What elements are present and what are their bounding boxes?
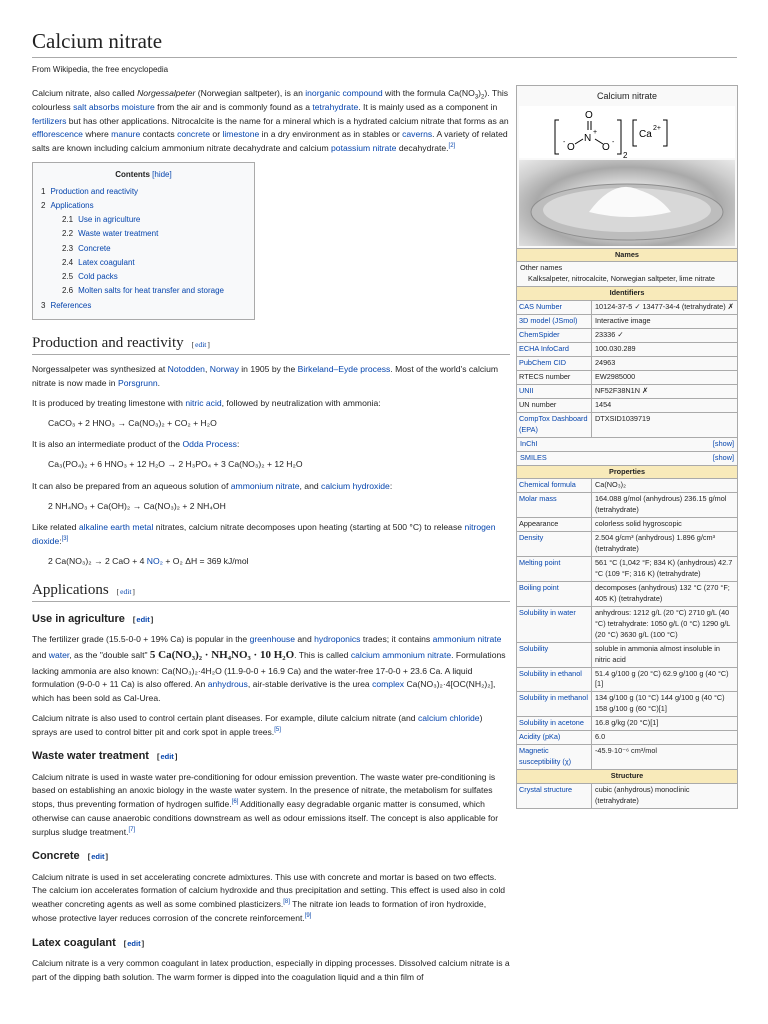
link-ammonium-nitrate[interactable]: ammonium nitrate bbox=[432, 634, 502, 645]
reference-link[interactable]: [8] bbox=[283, 899, 290, 906]
infobox-row bbox=[517, 328, 737, 342]
svg-text:Ca: Ca bbox=[639, 128, 652, 140]
paragraph: Calcium nitrate is also used to control certain plant diseases. For example, dilute calcium nitrate (and calcium chloride) sprays are used to control bitter pit and cork spot in apple trees.[5] bbox=[32, 712, 483, 737]
infobox-row bbox=[517, 478, 737, 492]
subsection-heading-waste-water: Waste water treatment [edit] bbox=[32, 750, 178, 763]
infobox-value: 23336 ✓ bbox=[595, 330, 624, 340]
infobox-inchi-row: InChI [show] bbox=[517, 437, 737, 451]
toc-item[interactable] bbox=[41, 299, 246, 313]
edit-section-link[interactable]: [edit] bbox=[132, 615, 154, 624]
link-calcium-hydroxide[interactable]: calcium hydroxide bbox=[321, 480, 390, 491]
toc-number: 2 bbox=[41, 200, 46, 210]
infobox-value: colorless solid hygroscopic bbox=[595, 519, 682, 529]
toc-item[interactable] bbox=[41, 242, 246, 256]
toc-number: 2.3 bbox=[62, 243, 74, 253]
toc-number: 3 bbox=[41, 300, 46, 310]
infobox-value: 2.504 g/cm³ (anhydrous) 1.896 g/cm³ (tetrahydrate) bbox=[595, 533, 716, 554]
table-of-contents bbox=[32, 162, 255, 320]
infobox-value: 1454 bbox=[595, 399, 612, 409]
infobox-key[interactable]: Solubility in acetone bbox=[517, 717, 592, 730]
subsection-heading-concrete: Concrete [edit] bbox=[32, 850, 109, 863]
toc-label[interactable]: Cold packs bbox=[78, 272, 118, 282]
link-birkeland-eyde[interactable]: Birkeland–Eyde process bbox=[297, 364, 391, 375]
reference-link[interactable]: [3] bbox=[61, 536, 69, 543]
paragraph: Calcium nitrate is a very common coagulant in latex production, especially in dipping processes. Dissolved calcium nitrate is a part of the dipping bath solution. The warm former is dipped into the coagulation liquid and a thin film of bbox=[32, 958, 510, 982]
toc-item[interactable] bbox=[41, 227, 246, 241]
infobox-row bbox=[517, 581, 737, 606]
link-calcium-chloride[interactable]: calcium chloride bbox=[417, 712, 480, 723]
white-powder-image bbox=[519, 160, 735, 246]
edit-section-link[interactable]: [edit] bbox=[123, 938, 145, 948]
infobox-row bbox=[517, 691, 737, 716]
structure-diagram bbox=[519, 106, 735, 158]
infobox-row bbox=[517, 531, 737, 556]
link-calcium-ammonium-nitrate[interactable]: calcium ammonium nitrate bbox=[350, 650, 452, 661]
infobox-key: RTECS number bbox=[517, 371, 592, 384]
link-efflorescence[interactable]: efflorescence bbox=[32, 129, 83, 140]
toc-number: 2.5 bbox=[62, 272, 74, 282]
paragraph: It is produced by treating limestone with nitric acid, followed by neutralization with ammonia: bbox=[32, 397, 381, 408]
infobox-structure-header: Structure bbox=[517, 769, 737, 783]
infobox-value: Interactive image bbox=[595, 316, 651, 326]
infobox-row bbox=[517, 314, 737, 328]
infobox-row bbox=[517, 517, 737, 531]
toc-label[interactable]: Use in agriculture bbox=[78, 215, 141, 225]
link-anhydrous[interactable]: anhydrous bbox=[207, 679, 248, 690]
svg-text:2+: 2+ bbox=[653, 124, 661, 132]
svg-text:N: N bbox=[584, 132, 592, 144]
infobox-value: -45.9·10⁻⁶ cm³/mol bbox=[595, 746, 658, 756]
toc-item[interactable] bbox=[41, 256, 246, 270]
infobox-value: 6.0 bbox=[595, 732, 606, 742]
link-tetrahydrate[interactable]: tetrahydrate bbox=[312, 101, 359, 112]
toc-title: Contents [hide] bbox=[115, 169, 172, 179]
infobox-key[interactable]: Melting point bbox=[517, 557, 592, 581]
infobox-key[interactable]: Chemical formula bbox=[517, 479, 592, 492]
infobox-row bbox=[517, 398, 737, 412]
link-potassium-nitrate[interactable]: potassium nitrate bbox=[331, 143, 397, 154]
toc-label[interactable]: Latex coagulant bbox=[78, 257, 135, 267]
structural-formula-image bbox=[519, 106, 733, 158]
link-norway[interactable]: Norway bbox=[209, 364, 239, 375]
paragraph: Calcium nitrate is used in waste water pre-conditioning for odour emission prevention. The waste water pre-conditioning is based on establishing an anoxic biology in the waste water system. In the presence of nitrate, the metabolism for sulfates stops, thus preventing formation of hydrogen sulfide.[6] Additionally easy degradable organic matter is consumed, which otherwise can cause anaerobic conditions downstream as well as odour emissions itself. The concept is also applicable for surplus sludge treatment.[7] bbox=[32, 771, 499, 837]
paragraph: It is also an intermediate product of the Odda Process: bbox=[32, 439, 240, 450]
link-salt[interactable]: salt bbox=[73, 101, 87, 112]
section-heading-applications: Applications [edit] bbox=[32, 581, 510, 603]
infobox-value: 164.088 g/mol (anhydrous) 236.15 g/mol (tetrahydrate) bbox=[595, 494, 727, 515]
infobox-row bbox=[517, 384, 737, 398]
infobox-value: 16.8 g/kg (20 °C)[1] bbox=[595, 718, 659, 728]
infobox-value: EW2985000 bbox=[595, 371, 636, 381]
toc-number: 2.4 bbox=[62, 257, 74, 267]
link-water[interactable]: water bbox=[48, 650, 70, 661]
infobox bbox=[516, 85, 738, 809]
infobox-row bbox=[517, 642, 737, 667]
svg-text:-: - bbox=[563, 138, 566, 146]
main-column bbox=[32, 87, 510, 984]
infobox-value: 134 g/100 g (10 °C) 144 g/100 g (40 °C) 158 g/100 g (60 °C)[1] bbox=[595, 693, 725, 714]
edit-section-link[interactable]: [edit] bbox=[156, 752, 178, 762]
infobox-key[interactable]: ECHA InfoCard bbox=[517, 343, 592, 356]
infobox-value: NF52F38N1N ✗ bbox=[595, 385, 649, 395]
link-nitrogen-dioxide[interactable]: nitrogen dioxide bbox=[32, 522, 496, 546]
infobox-row bbox=[517, 492, 737, 517]
infobox-row bbox=[517, 556, 737, 581]
infobox-key[interactable]: UNII bbox=[517, 385, 592, 398]
infobox-key[interactable]: Solubility bbox=[517, 643, 592, 667]
infobox-row bbox=[517, 606, 737, 642]
toc-item[interactable] bbox=[41, 185, 246, 199]
infobox-row bbox=[517, 667, 737, 692]
infobox-row bbox=[517, 342, 737, 356]
link-nitric-acid[interactable]: nitric acid bbox=[185, 397, 222, 408]
infobox-names-header: Names bbox=[517, 248, 737, 262]
link-manure[interactable]: manure bbox=[111, 129, 141, 140]
infobox-key[interactable]: 3D model (JSmol) bbox=[517, 315, 592, 328]
page-title: Calcium nitrate bbox=[32, 28, 737, 58]
toc-hide-link[interactable]: [hide] bbox=[152, 169, 172, 179]
toc-item[interactable] bbox=[41, 284, 246, 298]
svg-text:2: 2 bbox=[623, 150, 628, 158]
infobox-value: 561 °C (1,042 °F; 834 K) (anhydrous) 42.7 °C (109 °F; 316 K) (tetrahydrate) bbox=[595, 558, 733, 578]
infobox-key[interactable]: Solubility in ethanol bbox=[517, 668, 592, 692]
infobox-key: Appearance bbox=[517, 518, 592, 531]
intro-paragraph: Calcium nitrate, also called Norgessalpeter (Norwegian saltpeter), is an inorganic compound with the formula $Ca(NO_3)_2$). This colourless salt absorbs moisture from the air and is commonly found as a tetrahydrate. It is mainly used as a component in fertilizers but has other applications. Nitrocalcite is the name for a mineral which is a hydrated calcium nitrate that forms as an efflorescence where manure contacts concrete or limestone in a dry environment as in stables or caverns. A variety of related salts are known including calcium ammonium nitrate decahydrate and calcium potassium nitrate decahydrate.[2] bbox=[32, 88, 509, 154]
link-fertilizers[interactable]: fertilizers bbox=[32, 115, 67, 126]
paragraph: It can also be prepared from an aqueous solution of ammonium nitrate, and calcium hydroxide: bbox=[32, 480, 393, 491]
link-absorbs-moisture[interactable]: absorbs moisture bbox=[88, 101, 155, 112]
infobox-value: DTXSID1039719 bbox=[595, 413, 651, 423]
link-porsgrunn[interactable]: Porsgrunn bbox=[117, 378, 158, 388]
link-inorganic-compound[interactable]: inorganic compound bbox=[305, 88, 383, 99]
infobox-key[interactable]: ChemSpider bbox=[517, 329, 592, 342]
double-salt-formula: 5 Ca(NO₃)₂ · NH₄NO₃ · 10 H₂O bbox=[149, 649, 295, 662]
svg-text:-: - bbox=[612, 138, 615, 146]
link-ammonium-nitrate[interactable]: ammonium nitrate bbox=[230, 480, 300, 491]
infobox-row bbox=[517, 412, 737, 437]
sample-photo bbox=[519, 160, 735, 246]
link-greenhouse[interactable]: greenhouse bbox=[249, 634, 295, 645]
edit-section-link[interactable]: [edit] bbox=[87, 852, 109, 862]
infobox-key[interactable]: Crystal structure bbox=[517, 784, 592, 808]
toc-label[interactable]: Production and reactivity bbox=[50, 186, 139, 196]
infobox-key[interactable]: PubChem CID bbox=[517, 357, 592, 370]
link-odda-process[interactable]: Odda Process bbox=[182, 439, 237, 450]
infobox-value: soluble in ammonia almost insoluble in nitric acid bbox=[595, 643, 720, 664]
infobox-value: decomposes (anhydrous) 132 °C (270 °F; 405 K) (tetrahydrate) bbox=[595, 582, 730, 603]
svg-text:O: O bbox=[585, 109, 593, 121]
infobox-key[interactable]: Molar mass bbox=[517, 493, 592, 517]
paragraph: Norgessalpeter was synthesized at Notodden, Norway in 1905 by the Birkeland–Eyde process. Most of the world's calcium nitrate is now made in Porsgrunn. bbox=[32, 364, 499, 388]
toc-label[interactable]: Applications bbox=[50, 200, 94, 210]
equation: 2 Ca(NO₃)₂ → 2 CaO + 4 NO₂ + O₂ ΔH = 369 kJ/mol bbox=[48, 555, 249, 566]
paragraph: Like related alkaline earth metal nitrates, calcium nitrate decomposes upon heating (starting at 500 °C) to release nitrogen dioxide:[3] bbox=[32, 522, 496, 546]
infobox-identifiers-header: Identifiers bbox=[517, 286, 737, 300]
infobox-row bbox=[517, 716, 737, 730]
infobox-row bbox=[517, 783, 737, 808]
paragraph: The fertilizer grade (15.5-0-0 + 19% Ca) is popular in the greenhouse and hydroponics trades; it contains ammonium nitrate and water, as the "double salt" 5 Ca(NO₃)₂ · NH₄NO₃ · 10 H₂O. This is called calcium ammonium nitrate. Formulations lacking ammonia are also known: Ca(NO₃)₂·4H₂O (11.9-0-0 + 16.9 Ca) and the water-free 17-0-0 + 23.6 Ca. A liquid formulation (9-0-0 + 11 Ca) is also offered. An anhydrous, air-stable derivative is the urea complex Ca(NO₃)₂·4[OC(NH₂)₂], which has been sold as Cal-Urea. bbox=[32, 634, 506, 704]
infobox-title: Calcium nitrate bbox=[596, 91, 658, 101]
reference-link[interactable]: [9] bbox=[304, 913, 312, 920]
paragraph: Calcium nitrate is used in set accelerating concrete admixtures. This use with concrete and mortar is based on two effects. The calcium ion accelerates formation of calcium hydroxide and thus precipitation and setting. This effect is used also in cold weather concreting agents as well as some combined plasticizers.[8] The nitrate ion leads to formation of iron hydroxide, whose protective layer reduces corrosion of the concrete reinforcement.[9] bbox=[32, 871, 506, 923]
toc-item[interactable] bbox=[41, 213, 246, 227]
infobox-key[interactable]: Boiling point bbox=[517, 582, 592, 606]
infobox-row bbox=[517, 730, 737, 744]
link-caverns[interactable]: caverns bbox=[402, 129, 433, 140]
infobox-row bbox=[517, 356, 737, 370]
reference-link[interactable]: [7] bbox=[128, 826, 136, 833]
toc-label[interactable]: Concrete bbox=[78, 243, 111, 253]
toc-number: 1 bbox=[41, 186, 46, 196]
infobox-key[interactable]: Solubility in methanol bbox=[517, 692, 592, 716]
link-hydroponics[interactable]: hydroponics bbox=[314, 634, 361, 645]
svg-text:O: O bbox=[567, 141, 575, 153]
infobox-other-names: Other names Kalksalpeter, nitrocalcite, Norwegian saltpeter, lime nitrate bbox=[517, 261, 737, 286]
show-toggle[interactable]: [show] bbox=[712, 438, 734, 448]
infobox-row bbox=[517, 744, 737, 769]
edit-section-link[interactable]: [edit] bbox=[191, 339, 210, 349]
toc-label[interactable]: References bbox=[50, 300, 92, 310]
toc-number: 2.1 bbox=[62, 215, 74, 225]
edit-section-link[interactable]: [edit] bbox=[116, 586, 135, 596]
link-concrete[interactable]: concrete bbox=[177, 129, 211, 140]
infobox-key[interactable]: Acidity (pKa) bbox=[517, 731, 592, 744]
infobox-key[interactable]: Magnetic susceptibility (χ) bbox=[517, 745, 592, 769]
infobox-key[interactable]: Density bbox=[517, 532, 592, 556]
equation: CaCO₃ + 2 HNO₃ → Ca(NO₃)₂ + CO₂ + H₂O bbox=[48, 417, 217, 428]
infobox-key[interactable]: CompTox Dashboard (EPA) bbox=[517, 413, 592, 437]
infobox-value: 10124-37-5 ✓ 13477-34-4 (tetrahydrate) ✗ bbox=[595, 302, 734, 312]
page-subtitle: From Wikipedia, the free encyclopedia bbox=[32, 65, 169, 75]
link-complex[interactable]: complex bbox=[372, 679, 405, 690]
reference-link[interactable]: [5] bbox=[274, 726, 281, 733]
infobox-row bbox=[517, 370, 737, 384]
infobox-key[interactable]: Solubility in water bbox=[517, 607, 592, 642]
infobox-smiles-row: SMILES [show] bbox=[517, 451, 737, 465]
svg-text:O: O bbox=[602, 141, 610, 153]
subsection-heading-latex: Latex coagulant [edit] bbox=[32, 936, 145, 949]
infobox-value: 51.4 g/100 g (20 °C) 62.9 g/100 g (40 °C)[1] bbox=[595, 668, 729, 689]
toc-item[interactable] bbox=[41, 199, 246, 213]
show-toggle[interactable]: [show] bbox=[712, 452, 734, 462]
link-alkaline-earth-metal[interactable]: alkaline earth metal bbox=[78, 522, 154, 533]
infobox-row bbox=[517, 300, 737, 314]
equation: 2 NH₄NO₃ + Ca(OH)₂ → Ca(NO₃)₂ + 2 NH₄OH bbox=[48, 500, 226, 511]
infobox-value: cubic (anhydrous) monoclinic (tetrahydrate) bbox=[595, 784, 690, 805]
toc-number: 2.2 bbox=[62, 229, 74, 239]
infobox-key[interactable]: CAS Number bbox=[517, 301, 592, 314]
link-limestone[interactable]: limestone bbox=[222, 129, 260, 140]
infobox-value: anhydrous: 1212 g/L (20 °C) 2710 g/L (40 °C) tetrahydrate: 1050 g/L (0 °C) 1290 g/L (20 °C) 3630 g/L (100 °C) bbox=[595, 607, 731, 639]
infobox-value: Ca(NO₃)₂ bbox=[595, 480, 626, 490]
link-no2[interactable]: NO₂ bbox=[146, 555, 164, 566]
infobox-value: 24963 bbox=[595, 358, 616, 367]
toc-label[interactable]: Waste water treatment bbox=[78, 229, 159, 239]
infobox-properties-header: Properties bbox=[517, 465, 737, 479]
reference-link[interactable]: [6] bbox=[231, 799, 239, 806]
subsection-heading-agriculture: Use in agriculture [edit] bbox=[32, 613, 154, 625]
section-heading-production: Production and reactivity [edit] bbox=[32, 334, 510, 356]
reference-link[interactable]: [2] bbox=[448, 143, 456, 150]
svg-text:+: + bbox=[593, 128, 598, 136]
infobox-key: UN number bbox=[517, 399, 592, 412]
toc-label[interactable]: Molten salts for heat transfer and storage bbox=[78, 286, 224, 296]
toc-item[interactable] bbox=[41, 270, 246, 284]
infobox-value: 100.030.289 bbox=[595, 344, 636, 354]
toc-number: 2.6 bbox=[62, 286, 74, 296]
equation: Ca₃(PO₄)₂ + 6 HNO₃ + 12 H₂O → 2 H₃PO₄ + 3 Ca(NO₃)₂ + 12 H₂O bbox=[48, 459, 303, 469]
link-notodden[interactable]: Notodden bbox=[167, 364, 205, 375]
